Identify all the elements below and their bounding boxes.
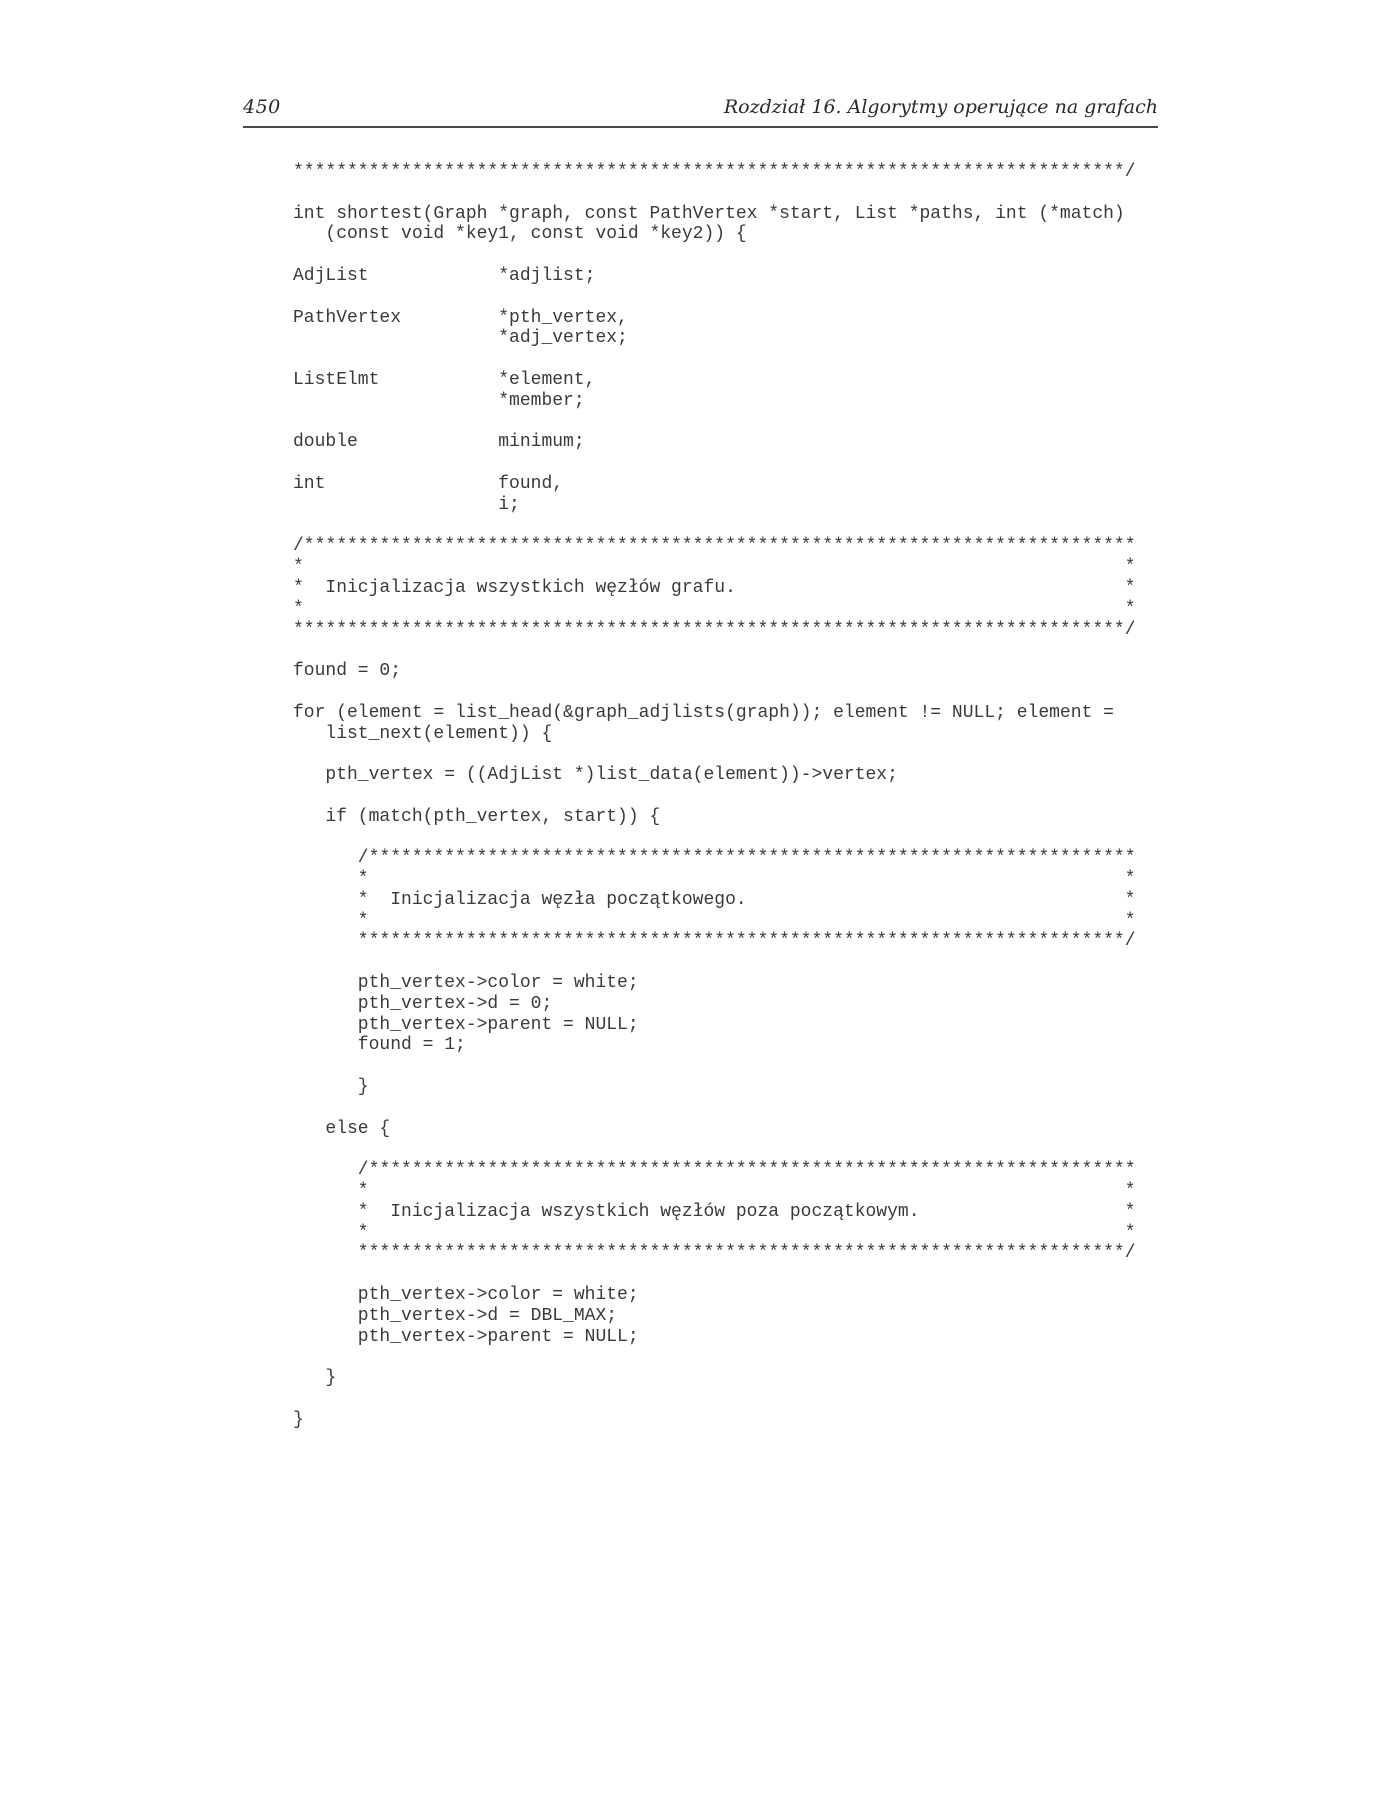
page-number: 450 [243, 96, 281, 118]
code-line [293, 183, 1136, 204]
code-line [293, 412, 1136, 433]
code-line: * Inicjalizacja wszystkich węzłów grafu. * [293, 577, 1136, 598]
code-line: * * [293, 557, 1136, 578]
code-line: *member; [293, 390, 585, 411]
code-line: pth_vertex->d = 0; [293, 993, 553, 1014]
code-line: * * [293, 910, 1136, 931]
code-line: for (element = list_head(&graph_adjlists(graph)); element != NULL; element = [293, 702, 1114, 723]
code-line: pth_vertex->color = white; [293, 973, 639, 994]
code-line: PathVertex *pth_vertex, [293, 307, 628, 328]
code-line: pth_vertex->color = white; [293, 1285, 639, 1306]
code-line: ***********************************************************************/ [293, 931, 1136, 952]
code-line: /***************************************************************************** [293, 536, 1136, 557]
code-line: *adj_vertex; [293, 328, 628, 349]
code-line: double minimum; [293, 432, 585, 453]
code-line [293, 1264, 1136, 1285]
code-line [293, 453, 1136, 474]
code-line [293, 1347, 1136, 1368]
code-line: * Inicjalizacja węzła początkowego. * [293, 889, 1136, 910]
code-line: i; [293, 494, 520, 515]
code-line: /*********************************************************************** [293, 1160, 1136, 1181]
code-line [293, 744, 1136, 765]
code-line: int found, [293, 473, 564, 494]
code-line: int shortest(Graph *graph, const PathVertex *start, List *paths, int (*match) [293, 203, 1125, 224]
code-line: if (match(pth_vertex, start)) { [293, 806, 661, 827]
code-line: /*********************************************************************** [293, 848, 1136, 869]
code-line: ListElmt *element, [293, 369, 596, 390]
code-line: pth_vertex->parent = NULL; [293, 1326, 639, 1347]
code-line [293, 516, 1136, 537]
code-line: else { [293, 1118, 391, 1139]
code-line: (const void *key1, const void *key2)) { [293, 224, 747, 245]
code-line: * * [293, 598, 1136, 619]
code-line: ***********************************************************************/ [293, 1243, 1136, 1264]
code-line [293, 952, 1136, 973]
code-line [293, 1389, 1136, 1410]
code-line [293, 1098, 1136, 1119]
code-line: pth_vertex = ((AdjList *)list_data(element))->vertex; [293, 765, 898, 786]
code-line: pth_vertex->parent = NULL; [293, 1014, 639, 1035]
code-line: *****************************************************************************/ [293, 162, 1136, 182]
code-line: list_next(element)) { [293, 723, 553, 744]
code-line: found = 1; [293, 1035, 466, 1056]
code-listing [293, 162, 1136, 1431]
chapter-title: Rozdział 16. Algorytmy operujące na grafach [723, 96, 1158, 118]
code-line: * Inicjalizacja wszystkich węzłów poza początkowym. * [293, 1201, 1136, 1222]
code-line [293, 245, 1136, 266]
code-line [293, 682, 1136, 703]
code-line [293, 1139, 1136, 1160]
code-line [293, 828, 1136, 849]
code-line: *****************************************************************************/ [293, 619, 1136, 640]
code-line: found = 0; [293, 661, 402, 682]
code-line: pth_vertex->d = DBL_MAX; [293, 1305, 618, 1326]
code-line [293, 349, 1136, 370]
running-header [243, 94, 1158, 128]
code-line: AdjList *adjlist; [293, 265, 596, 286]
code-line: } [293, 1409, 304, 1430]
code-line: * * [293, 869, 1136, 890]
code-line [293, 640, 1136, 661]
code-line: * * [293, 1222, 1136, 1243]
code-line: } [293, 1077, 369, 1098]
code-line [293, 1056, 1136, 1077]
code-line: } [293, 1368, 337, 1389]
code-line [293, 786, 1136, 807]
code-line [293, 287, 1136, 308]
code-line: * * [293, 1181, 1136, 1202]
